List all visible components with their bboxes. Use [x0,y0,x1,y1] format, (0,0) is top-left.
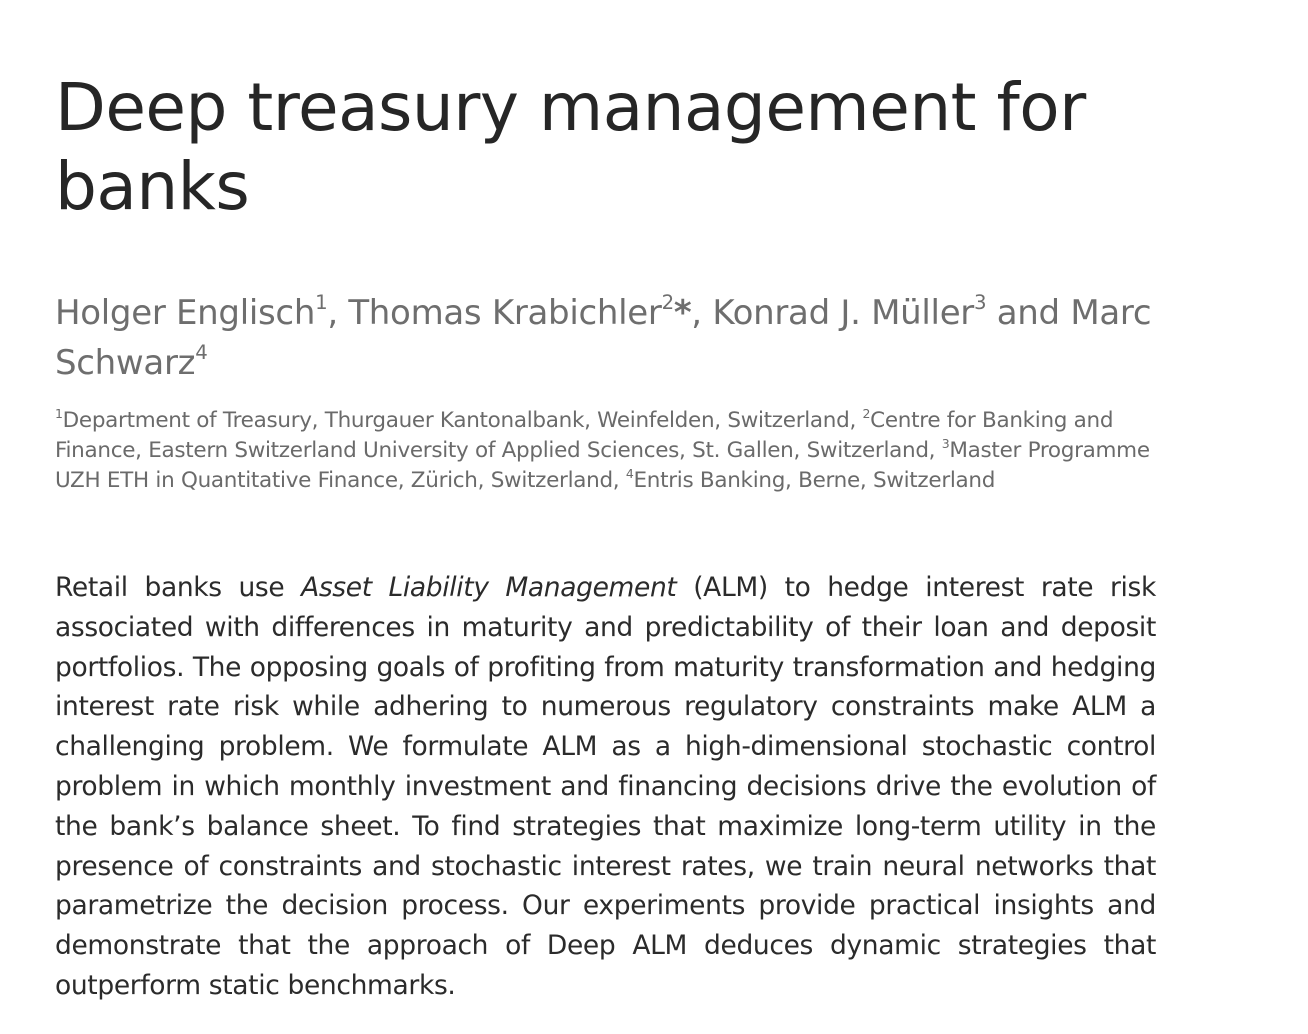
author-name: Konrad J. Müller [712,293,974,333]
affiliation-text: Master Programme UZH ETH in Quantitative Finance, Zürich, Switzerland, [55,438,1150,493]
abstract-text-start: Retail banks use [55,572,302,603]
author-separator: , [691,293,713,333]
affiliation-text: Department of Treasury, Thurgauer Kantonalbank, Weinfelden, Switzerland, [62,408,863,433]
affiliation-list [55,406,1156,496]
abstract-emphasis: Asset Liability Management [301,572,677,603]
author-name: Marc Schwarz [55,293,1152,383]
author-name: Thomas Krabichler [348,293,662,333]
abstract-text-rest: (ALM) to hedge interest rate risk associated with differences in maturity and predictability of their loan and deposit portfolios. The opposing goals of profiting from maturity transformation and hedging interest rate risk while adhering to numerous regulatory constraints make ALM a challenging problem. We formulate ALM as a high-dimensional stochastic control problem in which monthly investment and financing decisions drive the evolution of the bank’s balance sheet. To find strategies that maximize long-term utility in the presence of constraints and stochastic interest rates, we train neural networks that parametrize the decision process. Our experiments provide practical insights and demonstrate that the approach of Deep ALM deduces dynamic strategies that outperform static benchmarks. [55,572,1156,1001]
abstract [55,568,1156,1006]
author-3 [712,293,1070,333]
affiliation-mark: 4 [195,341,208,365]
author-separator: and [986,293,1071,333]
affiliation-mark: 2 [661,291,674,315]
author-1 [55,293,348,333]
affiliation-mark: 1 [315,291,328,315]
author-name: Holger Englisch [55,293,316,333]
affiliation-text: Centre for Banking and Finance, Eastern Switzerland University of Applied Sciences, St. Gallen, Switzerland, [55,408,1114,463]
affiliation-mark: 2 [862,405,871,421]
affiliation-1 [55,405,863,433]
affiliation-mark: 3 [941,435,950,451]
affiliation-text: Entris Banking, Berne, Switzerland [633,468,996,493]
author-2 [348,293,712,333]
corresponding-author-mark: * [673,293,692,333]
affiliation-mark: 1 [55,405,63,421]
author-separator: , [327,293,349,333]
affiliation-4 [625,465,996,493]
author-list [55,288,1156,388]
affiliation-mark: 4 [625,465,634,481]
paper-title: Deep treasury management for banks [55,69,1086,225]
affiliation-mark: 3 [973,291,987,315]
